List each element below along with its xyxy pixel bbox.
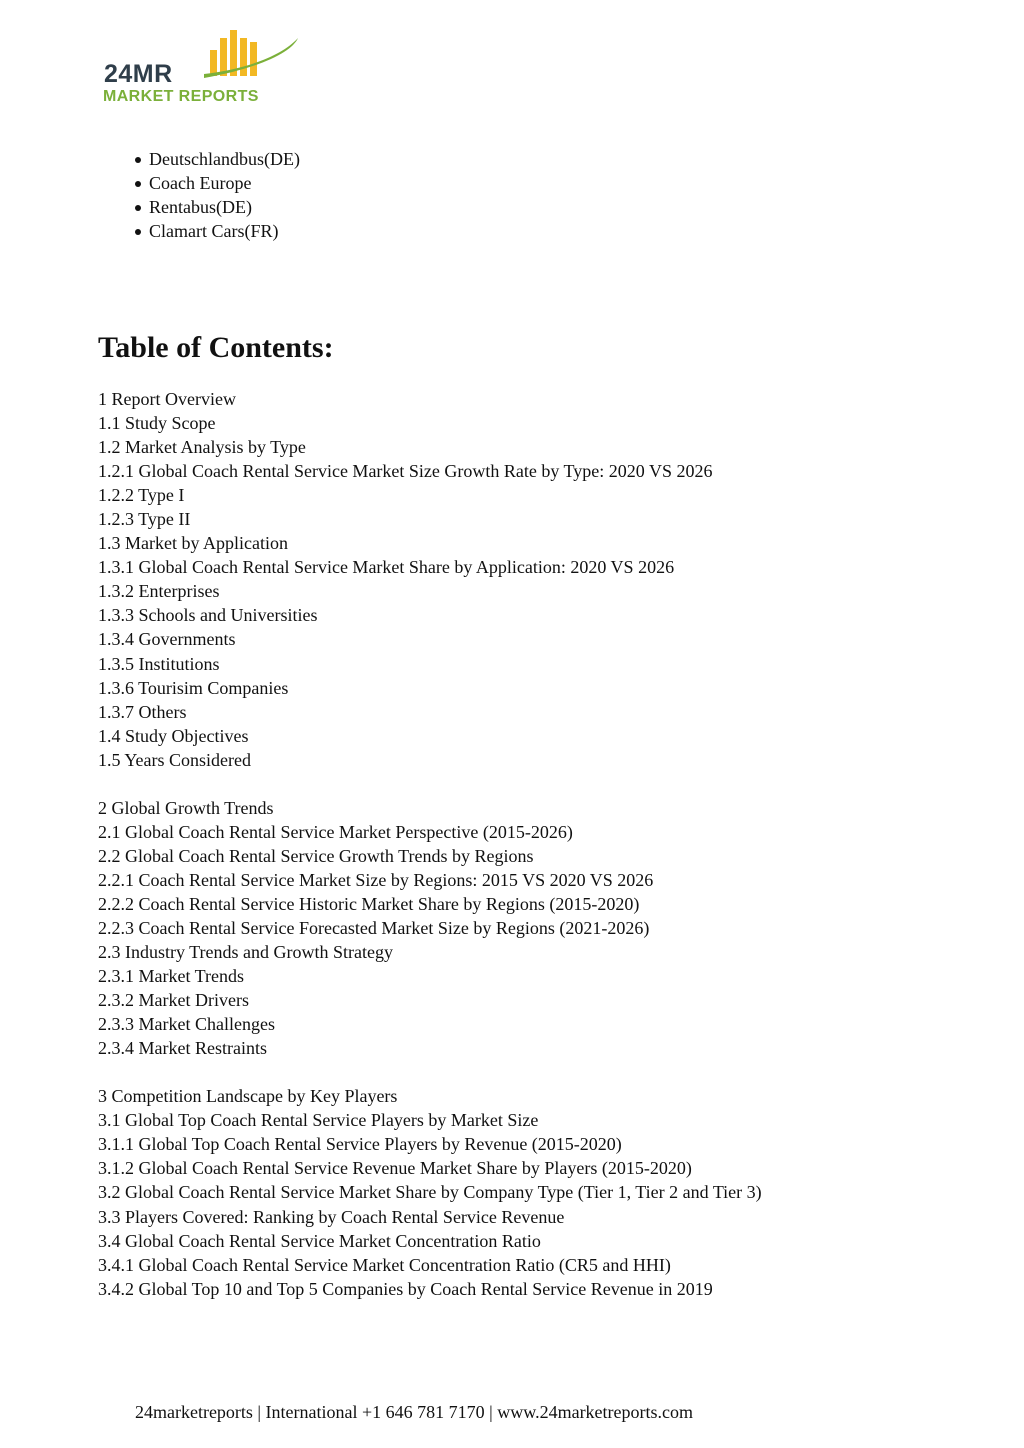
toc-entry: 2 Global Growth Trends <box>98 797 274 818</box>
toc-entry: 3.4 Global Coach Rental Service Market Concentration Ratio <box>98 1230 541 1251</box>
logo-subtitle: MARKET REPORTS <box>103 88 259 105</box>
toc-section <box>98 1084 978 1300</box>
toc-entry: 2.3.1 Market Trends <box>98 966 245 987</box>
toc-entry: 1.1 Study Scope <box>98 413 216 434</box>
toc-entry: 1.5 Years Considered <box>98 749 251 770</box>
toc-entry: 2.2.2 Coach Rental Service Historic Market Share by Regions (2015-2020) <box>98 893 640 914</box>
toc-entry: 1.3.6 Tourisim Companies <box>98 677 289 698</box>
toc-entry: 1.3.1 Global Coach Rental Service Market Share by Application: 2020 VS 2026 <box>98 557 675 578</box>
toc-entry: 1.2.3 Type II <box>98 509 191 530</box>
list-item: Deutschlandbus(DE) <box>149 149 300 169</box>
toc-entry: 1.2.1 Global Coach Rental Service Market Size Growth Rate by Type: 2020 VS 2026 <box>98 461 713 482</box>
toc-entry: 3.3 Players Covered: Ranking by Coach Rental Service Revenue <box>98 1206 565 1227</box>
toc-entry: 2.3.3 Market Challenges <box>98 1014 275 1035</box>
toc-entry: 2.2.3 Coach Rental Service Forecasted Market Size by Regions (2021-2026) <box>98 917 650 938</box>
toc-entry: 1.4 Study Objectives <box>98 725 249 746</box>
list-item: Rentabus(DE) <box>149 195 300 219</box>
toc-entry: 2.3.2 Market Drivers <box>98 990 249 1011</box>
list-item: Coach Europe <box>149 171 300 195</box>
toc-entry: 3 Competition Landscape by Key Players <box>98 1086 398 1107</box>
toc-entry: 3.2 Global Coach Rental Service Market Share by Company Type (Tier 1, Tier 2 and Tier 3) <box>98 1182 762 1203</box>
company-list <box>149 147 300 243</box>
toc-entry: 1 Report Overview <box>98 389 236 409</box>
page-title: Table of Contents: <box>98 331 334 364</box>
toc-entry: 1.3 Market by Application <box>98 533 288 554</box>
toc-entry: 1.2 Market Analysis by Type <box>98 437 306 458</box>
list-item: Clamart Cars(FR) <box>149 219 300 243</box>
page-footer: 24marketreports | International +1 646 781 7170 | www.24marketreports.com <box>134 1402 694 1422</box>
table-of-contents <box>98 387 978 1325</box>
toc-entry: 1.3.4 Governments <box>98 629 236 650</box>
toc-entry: 2.3 Industry Trends and Growth Strategy <box>98 942 393 963</box>
logo-wordmark: 24MR <box>104 60 173 88</box>
toc-entry: 3.4.2 Global Top 10 and Top 5 Companies by Coach Rental Service Revenue in 2019 <box>98 1278 713 1299</box>
toc-entry: 3.1.1 Global Top Coach Rental Service Players by Revenue (2015-2020) <box>98 1134 622 1155</box>
toc-entry: 1.2.2 Type I <box>98 485 185 506</box>
toc-entry: 3.4.1 Global Coach Rental Service Market Concentration Ratio (CR5 and HHI) <box>98 1254 671 1275</box>
toc-entry: 2.1 Global Coach Rental Service Market Perspective (2015-2026) <box>98 821 573 842</box>
toc-entry: 1.3.5 Institutions <box>98 653 220 674</box>
toc-entry: 1.3.3 Schools and Universities <box>98 605 318 626</box>
toc-entry: 2.3.4 Market Restraints <box>98 1038 267 1059</box>
toc-section <box>98 796 978 1061</box>
toc-entry: 3.1.2 Global Coach Rental Service Revenue Market Share by Players (2015-2020) <box>98 1158 692 1179</box>
toc-section <box>98 387 978 772</box>
toc-entry: 1.3.7 Others <box>98 701 187 722</box>
toc-entry: 2.2.1 Coach Rental Service Market Size by Regions: 2015 VS 2020 VS 2026 <box>98 869 654 890</box>
company-logo <box>100 28 310 110</box>
toc-entry: 1.3.2 Enterprises <box>98 581 220 602</box>
toc-entry: 3.1 Global Top Coach Rental Service Players by Market Size <box>98 1110 539 1131</box>
toc-entry: 2.2 Global Coach Rental Service Growth Trends by Regions <box>98 845 534 866</box>
